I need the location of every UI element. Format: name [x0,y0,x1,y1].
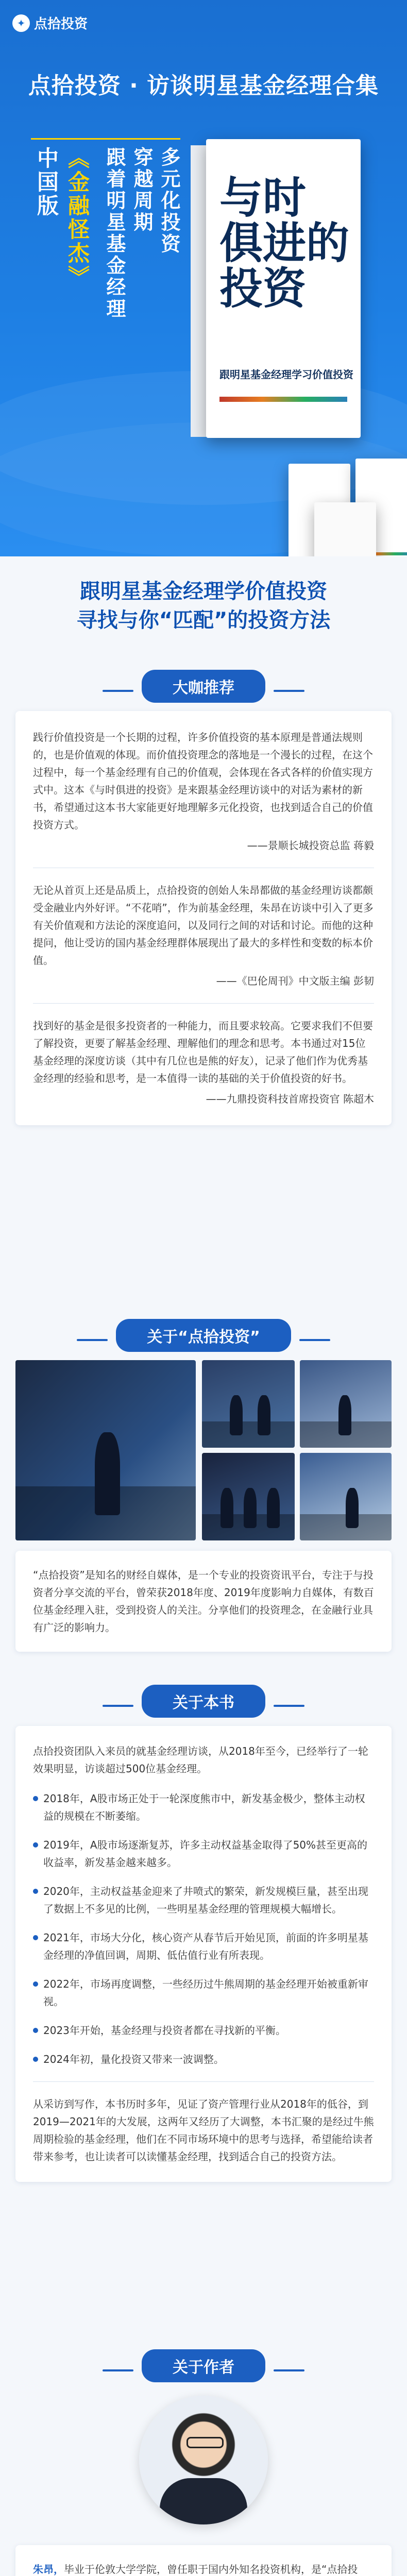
book-spine [191,145,208,437]
list-item-text: 2022年，市场再度调整，一些经历过牛熊周期的基金经理开始被重新审视。 [43,1978,368,2008]
book-cover-title [219,173,350,314]
author-avatar [139,2396,268,2524]
book-cover-subtitle: 跟明星基金经理学习价值投资 [219,368,353,381]
logo-icon: ✦ [12,14,30,32]
section-label-author [0,2349,407,2382]
headline-line-2: 寻找与你“匹配”的投资方法 [76,608,331,632]
book-title-line: 与时 [219,173,307,223]
list-item-text: 2018年，A股市场正处于一轮深度熊市中，新发基金极少，整体主动权益的规模在不断萎缩。 [43,1792,365,1822]
hero-divider [31,138,180,140]
headline-line-1: 跟明星基金经理学价值投资 [80,580,327,603]
quote-author: ——九鼎投资科技首席投资官 陈超木 [206,1093,374,1105]
recommend-card [15,711,392,1125]
quote-text: 无论从首页上还是品质上，点拾投资的创始人朱昂都做的基金经理访谈都颇受金融业内外好评。“不花哨”，作为前基金经理，朱昂在访谈中引入了更多有关价值观和方法论的深度追问，以及同行之间的对话和讨论。而他的这种提问，他让受访的国内基金经理群体展现出了最大的多样性和变数的标本价值。 [33,884,374,967]
book-cover [206,139,361,438]
section-title: 关于“点拾投资” [116,1319,291,1352]
list-item [33,1883,374,1918]
quote-author: ——景顺长城投资总监 蒋毅 [247,839,374,852]
bullet-dot [33,1842,38,1848]
book-back-cover [314,502,376,556]
hero-title: 点拾投资 · 访谈明星基金经理合集 [28,73,379,99]
list-item [33,2050,374,2068]
section-title: 关于作者 [142,2349,265,2382]
quote-author: ——《巴伦周刊》中文版主编 彭韧 [216,975,374,987]
label-decoration [103,1705,133,1707]
hero-slogan-1: 中国版 [34,147,59,218]
event-photo [300,1453,392,1540]
author-name: 朱昂， [33,2563,64,2575]
hero-slogan-5: 多元化投资 [158,147,180,255]
bullet-dot [33,2028,38,2033]
list-item-text: 2019年，A股市场逐渐复苏，许多主动权益基金取得了50%甚至更高的收益率，新发基金越来越多。 [43,1839,368,1869]
label-decoration [77,1339,108,1341]
about-text: “点拾投资”是知名的财经自媒体，是一个专业的投资资讯平台，专注于与投资者分享交流的平台，曾荣获2018年度、2019年度影响力自媒体，有数百位基金经理入驻，受到投资人的关注。分享他们的投资理念，在金融行业具有广泛的影响力。 [33,1569,374,1634]
label-decoration [299,1339,330,1341]
list-item [33,1929,374,1964]
bullet-dot [33,2057,38,2062]
suit-shape [160,2478,247,2524]
author-card [15,2545,392,2576]
brand-logo[interactable] [12,13,88,32]
section-title: 关于本书 [142,1685,265,1718]
list-item [33,2022,374,2039]
book-title-line: 投资 [219,263,307,314]
bullet-dot [33,1935,38,1940]
quote-text: 践行价值投资是一个长期的过程，许多价值投资的基本原理是普通法规则的，也是价值观的体现。而价值投资理念的落地是一个漫长的过程，在这个过程中，每一个基金经理有自己的价值观，会体现在各式各样的价值实现方式中。这本《与时俱进的投资》是来跟基金经理访谈中的对话为素材的新书，希望通过这本书大家能更好地理解多元化投资，也找到适合自己的价值投资方式。 [33,731,373,831]
list-item [33,1975,374,2010]
label-decoration [103,690,133,692]
author-bio [33,2561,374,2576]
quote-text: 找到好的基金是很多投资者的一种能力，而且要求较高。它要求我们不但要了解投资，更要了解基金经理、理解他们的理念和思考。本书通过对15位基金经理的深度访谈（其中有几位也是熊的好友），记录了他们作为优秀基金经理的经验和思考，是一本值得一读的基础的关于价值投资的好书。 [33,1020,373,1084]
event-photo [15,1360,196,1540]
list-item-text: 2020年，主动权益基金迎来了井喷式的繁荣，新发规模巨量，甚至出现了数据上不多见的比例，一些明星基金经理的管理规模大幅增长。 [43,1885,368,1915]
bullet-dot [33,1796,38,1801]
section-label-book [0,1685,407,1718]
section-label-about [0,1319,407,1352]
book-outro: 从采访到写作，本书历时多年，见证了资产管理行业从2018年的低谷，到2019—2021年的大发展，这两年又经历了大调整，本书汇聚的是经过牛熊周期检验的基金经理，他们在不同市场环境中的思考与选择，希望能给读者带来参考，也让读者可以读懂基金经理，找到适合自己的投资方法。 [33,2098,374,2163]
about-card [15,1551,392,1652]
book-title-line: 俱进的 [219,218,350,268]
list-item [33,1790,374,1825]
list-item-text: 2024年初，量化投资又带来一波调整。 [43,2053,224,2065]
list-item [33,1836,374,1871]
hero-slogan-2: 《金融怪杰》 [65,147,90,289]
event-photo [300,1360,392,1448]
label-decoration [274,2369,304,2371]
glasses-icon [186,2437,224,2448]
event-photo [202,1360,295,1448]
list-item-text: 2021年，市场大分化，核心资产从春节后开始见顶，前面的许多明星基金经理的净值回调，周期、低估值行业有所表现。 [43,1931,368,1961]
label-decoration [103,2369,133,2371]
bullet-dot [33,1889,38,1894]
hero-banner [0,0,407,556]
divider [33,1003,374,1004]
label-decoration [274,1705,304,1707]
bullet-dot [33,1981,38,1987]
section-label-recommend [0,670,407,703]
headline [0,577,407,635]
label-decoration [274,690,304,692]
author-bio-text: 毕业于伦敦大学学院，曾任职于国内外知名投资机构，是“点拾投 [64,2563,358,2575]
divider [33,2081,374,2082]
book-cover-band [219,397,347,402]
section-title: 大咖推荐 [142,670,265,703]
hero-slogan-4: 穿越周期 [130,147,153,233]
book-card [15,1726,392,2182]
logo-text: 点拾投资 [34,16,88,32]
event-photo [202,1453,295,1540]
list-item-text: 2023年开始，基金经理与投资者都在寻找新的平衡。 [43,2024,286,2037]
book-intro: 点拾投资团队入来员的就基金经理访谈，从2018年至今，已经举行了一轮效果明显，访谈超过500位基金经理。 [33,1745,368,1775]
hero-slogan-3: 跟着明星基金经理 [103,147,126,320]
